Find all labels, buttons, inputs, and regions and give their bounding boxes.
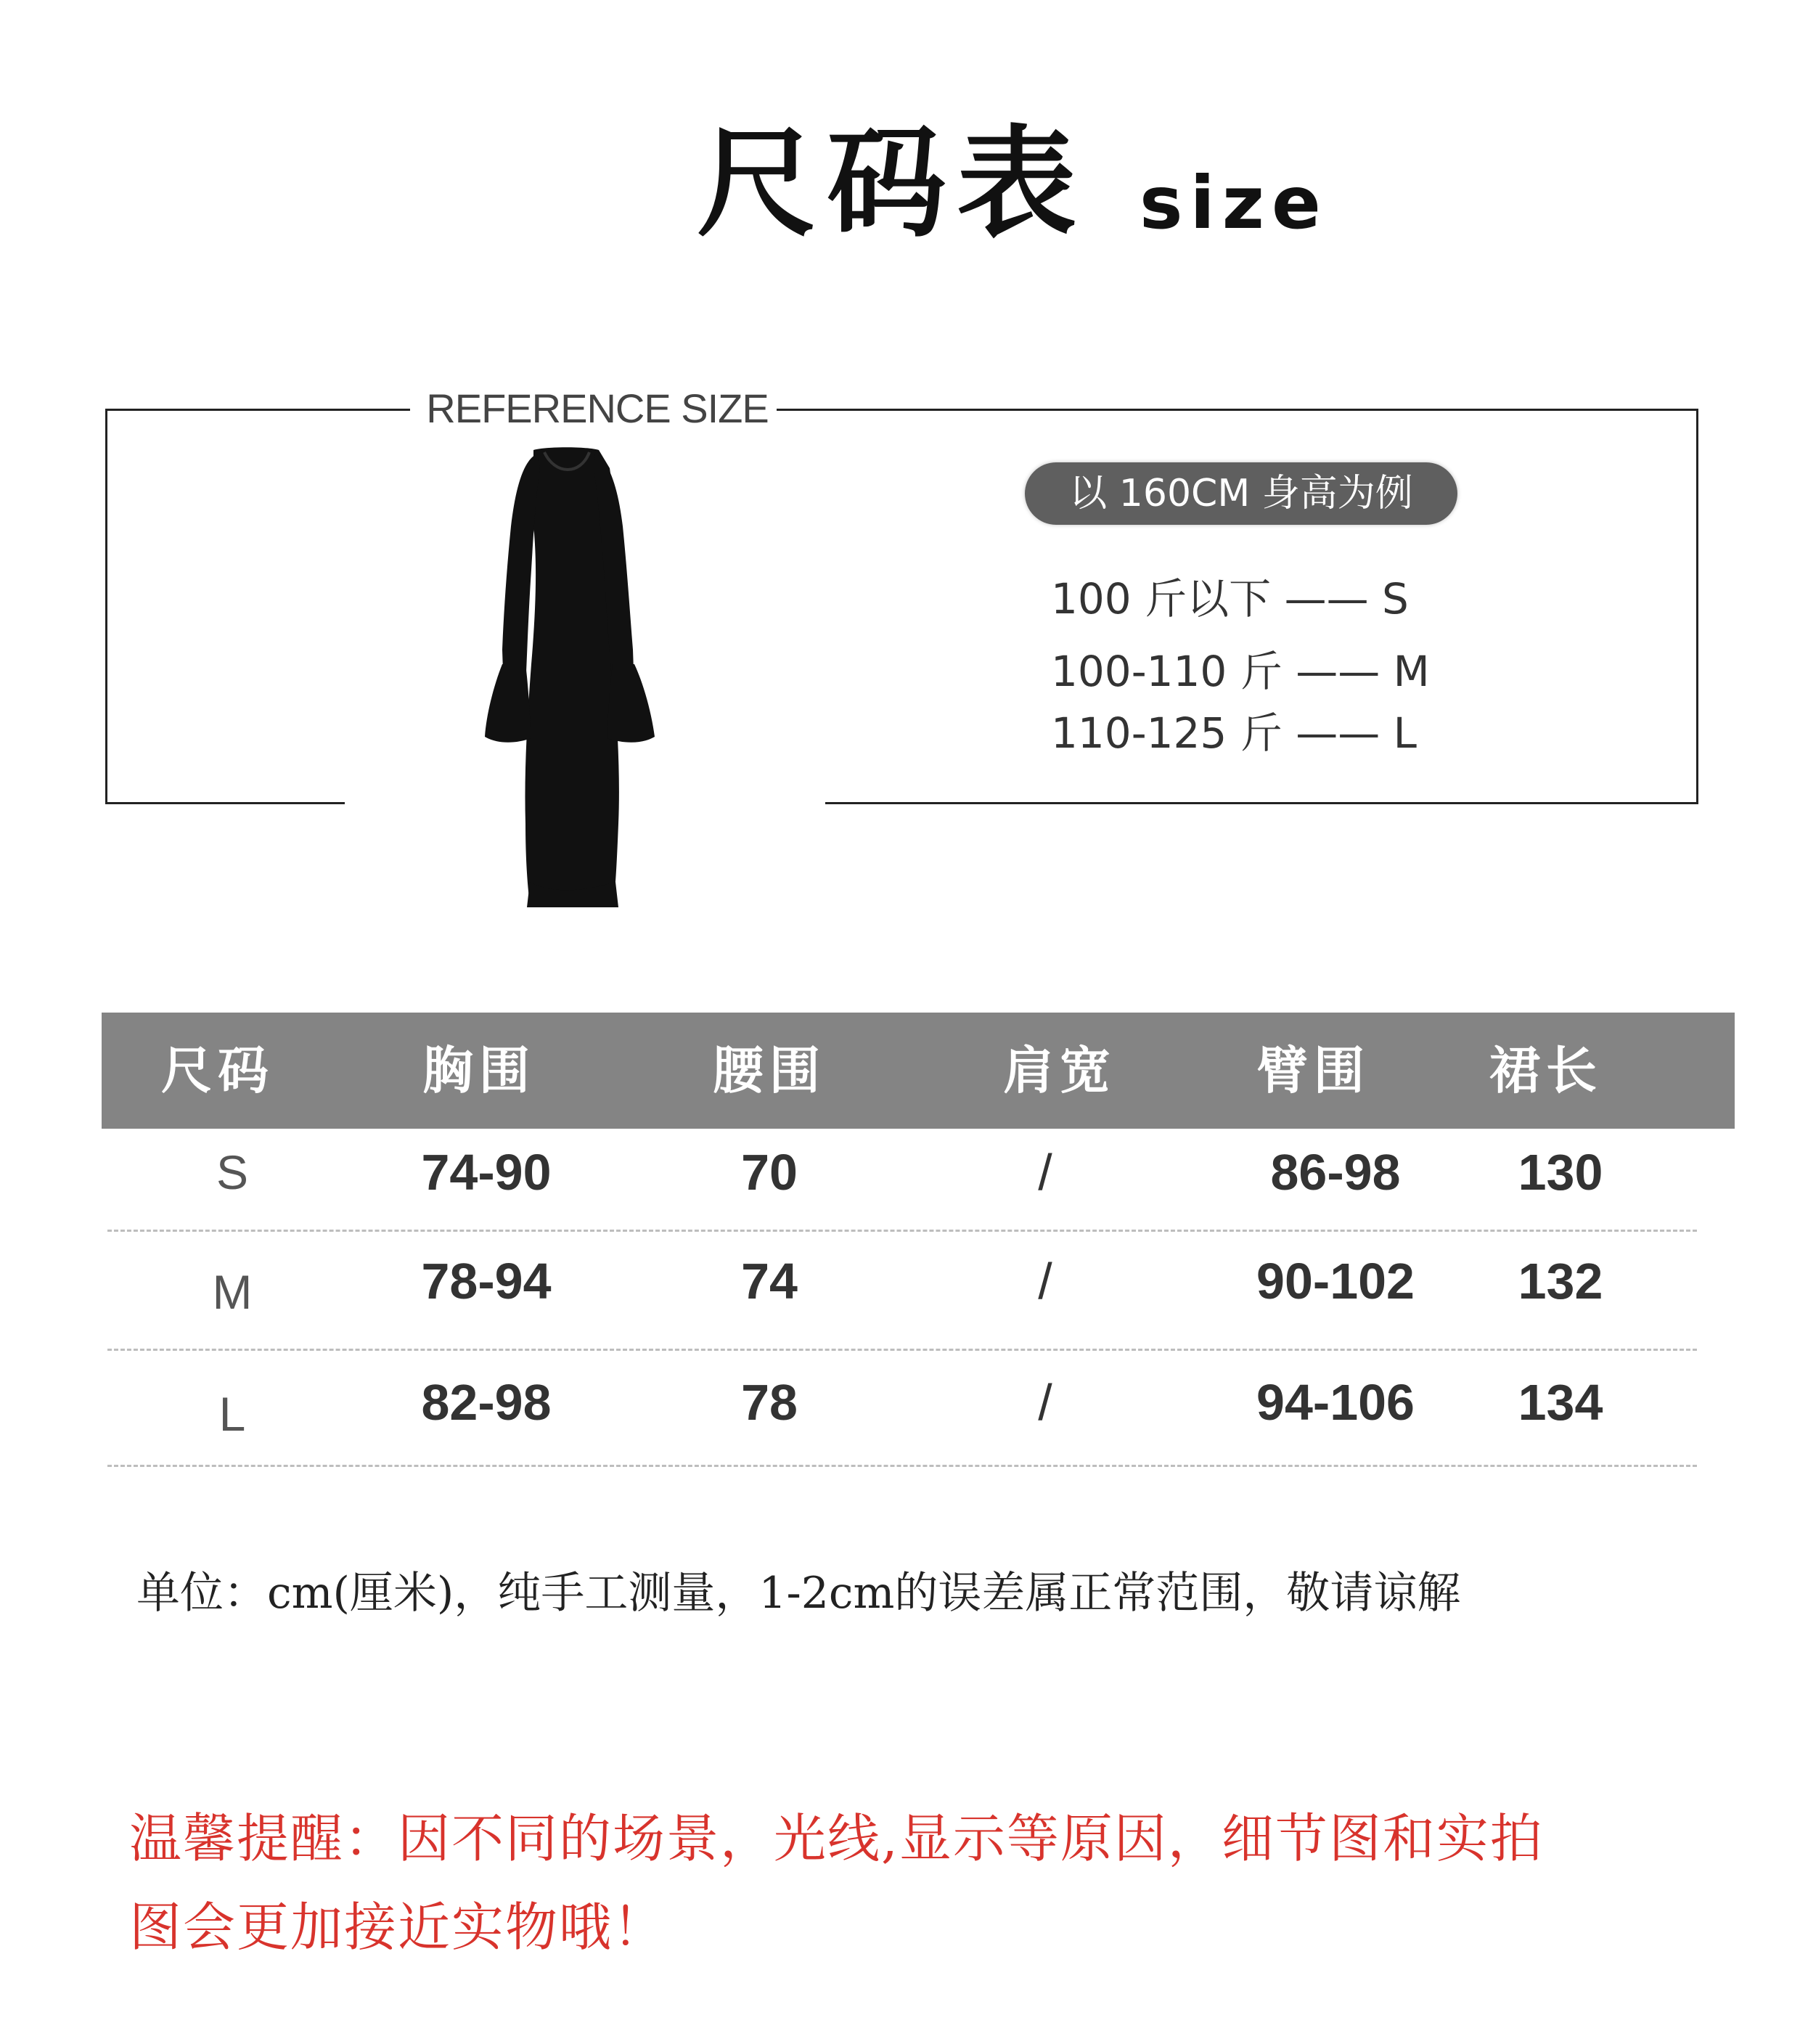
weight-size-row: 100-110 斤 —— M xyxy=(1051,647,1430,696)
cell-bust: 82-98 xyxy=(421,1374,552,1431)
weight-size-row: 100 斤以下 —— S xyxy=(1051,574,1409,624)
reminder-text: 温馨提醒：因不同的场景，光线,显示等原因，细节图和实拍 xyxy=(129,1808,1544,1869)
frame-line xyxy=(777,409,1698,411)
cell-dress-length: 134 xyxy=(1518,1374,1603,1431)
dress-silhouette xyxy=(485,447,655,907)
row-divider xyxy=(107,1230,1697,1232)
cell-waist: 74 xyxy=(741,1253,798,1309)
cell-shoulder: / xyxy=(1038,1374,1052,1431)
frame-line xyxy=(105,802,345,804)
page-title-english: size xyxy=(1140,160,1328,245)
cell-size: S xyxy=(216,1145,249,1199)
cell-waist: 70 xyxy=(741,1144,798,1201)
cell-dress-length: 130 xyxy=(1518,1144,1603,1201)
height-badge: 以 160CM 身高为例 xyxy=(1025,462,1457,525)
page-title: 尺码表 xyxy=(697,113,1087,253)
cell-shoulder: / xyxy=(1038,1253,1052,1309)
cell-arm: 94-106 xyxy=(1256,1374,1415,1431)
header-bust: 胸围 xyxy=(422,1040,536,1100)
row-divider xyxy=(107,1465,1697,1467)
cell-bust: 78-94 xyxy=(421,1253,552,1309)
header-size: 尺码 xyxy=(161,1040,274,1100)
header-shoulder: 肩宽 xyxy=(1003,1040,1116,1100)
cell-shoulder: / xyxy=(1038,1144,1052,1201)
reference-size-title: REFERENCE SIZE xyxy=(426,385,769,431)
frame-line xyxy=(1696,409,1698,804)
cell-arm: 86-98 xyxy=(1270,1144,1401,1201)
header-waist: 腰围 xyxy=(713,1040,826,1100)
dress-image xyxy=(465,446,668,911)
row-divider xyxy=(107,1349,1697,1351)
frame-line xyxy=(105,409,107,804)
cell-arm: 90-102 xyxy=(1256,1253,1415,1309)
cell-bust: 74-90 xyxy=(421,1144,552,1201)
weight-size-row: 110-125 斤 —— L xyxy=(1051,708,1417,758)
frame-line xyxy=(825,802,1698,804)
header-dress-length: 裙长 xyxy=(1489,1040,1603,1100)
cell-size: M xyxy=(212,1265,253,1319)
header-arm: 臂围 xyxy=(1257,1040,1370,1100)
cell-size: L xyxy=(218,1387,246,1441)
cell-waist: 78 xyxy=(741,1374,798,1431)
frame-line xyxy=(105,409,410,411)
measurement-note: 单位：cm(厘米)，纯手工测量，1-2cm的误差属正常范围，敬请谅解 xyxy=(136,1568,1461,1619)
cell-dress-length: 132 xyxy=(1518,1253,1603,1309)
reminder-text: 图会更加接近实物哦！ xyxy=(129,1897,667,1958)
